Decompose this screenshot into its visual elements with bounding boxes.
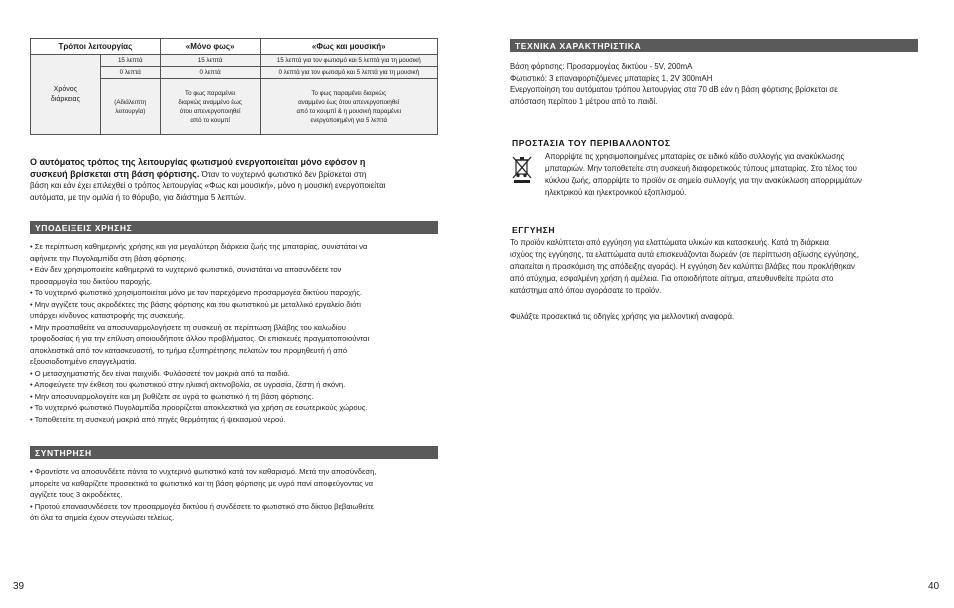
warranty-line: απαιτείται η προσκόμιση της απόδειξης αγοράς). Η εγγύηση δεν καλύπτει βλάβες που προκλήθηκαν <box>510 262 855 271</box>
list-item: • Το νυχτερινό φωτιστικό χρησιμοποιείται μόνο με τον παρεχόμενο προσαρμογέα δικτύου παροχής. <box>30 288 363 297</box>
list-item: • Φροντίστε να αποσυνδέετε πάντα το νυχτερινό φωτιστικό κατά τον καθαρισμό. Μετά την αποσύνδεση, <box>30 467 377 476</box>
warranty-line: κατάστημα από όπου αγοράσατε το προϊόν. <box>510 286 662 295</box>
list-item: • Μην αγγίζετε τους ακροδέκτες της βάσης φόρτισης και του φωτιστικού με μεταλλικό εργαλείο διότι <box>30 299 361 309</box>
list-item: • Σε περίπτωση καθημερινής χρήσης και για μεγαλύτερη διάρκεια ζωής της μπαταρίας, συνιστάται να <box>30 242 368 251</box>
list-item: προσαρμογέα του δικτύου παροχής. <box>30 276 153 286</box>
table-header-light-music: «Φως και μουσική» <box>260 39 437 55</box>
intro-line: αυτόματα, με την ομιλία ή το θόρυβο, για διάστημα 5 λεπτών. <box>30 192 247 202</box>
intro-paragraph <box>30 157 438 203</box>
tech-section-header: ΤΕΧΝΙΚΑ ΧΑΡΑΚΤΗΡΙΣΤΙΚΑ <box>510 39 918 52</box>
tech-specs <box>510 61 920 107</box>
list-item: • Μην αποσυναρμολογείτε και μη βυθίζετε σε υγρά το φωτιστικό ή τη βάση φόρτισης. <box>30 391 314 401</box>
table-cell: 0 λεπτά <box>100 67 160 79</box>
usage-section-header: ΥΠΟΔΕΙΞΕΙΣ ΧΡΗΣΗΣ <box>30 221 438 234</box>
table-cell: 15 λεπτά <box>100 55 160 67</box>
table-header-row <box>31 39 438 55</box>
env-line: ηλεκτρικού και ηλεκτρονικού εξοπλισμού. <box>545 188 687 197</box>
list-item: ότι όλα τα σημεία έχουν στεγνώσει τελείως. <box>30 513 175 522</box>
list-item: • Εάν δεν χρησιμοποιείτε καθημερινά το νυχτερινό φωτιστικό, συνιστάται να αποσυνδέετε τον <box>30 265 342 274</box>
spec-line: Φωτιστικό: 3 επαναφορτιζόμενες μπαταρίες 1, 2V 300mAH <box>510 73 713 83</box>
table-cell: 15 λεπτά <box>160 55 260 67</box>
env-line: κύκλου ζωής, απορρίψτε το προϊόν σε σημείο συλλογής για την ανακύκλωση απορριμμάτων <box>545 176 862 185</box>
list-item: αγγίζετε τους 3 ακροδέκτες. <box>30 490 123 499</box>
right-page <box>510 0 940 608</box>
list-item: εξουσιοδοτημένο επαγγελματία. <box>30 357 137 366</box>
table-cell: Το φως παραμένει διαρκώς αναμμένο έως ότου απενεργοποιηθεί από το κουμπί <box>160 79 260 135</box>
table-cell: Το φως παραμένει διαρκώς αναμμένο έως ότου απενεργοποιηθεί από το κουμπί & η μουσική παραμένει ενεργοποιημένη για 5 λεπτά <box>260 79 437 135</box>
list-item: υπάρχει κίνδυνος καταστροφής της συσκευής. <box>30 311 185 320</box>
list-item: • Προτού επανασυνδέσετε τον προσαρμογέα δικτύου ή συνδέσετε το φωτιστικό στο δίκτυο βεβαιωθείτε <box>30 501 374 511</box>
crossed-out-wheelie-bin-icon <box>512 154 532 184</box>
operating-modes-table <box>30 38 438 135</box>
list-item: αφήνετε την Πυγολαμπίδα στη βάση φόρτισης. <box>30 253 187 263</box>
list-item: • Τοποθετείτε τη συσκευή μακριά από πηγές θερμότητας ή ψεκασμού νερού. <box>30 414 286 424</box>
warranty-line: ισχύος της εγγύησης, τα ελαττώματα αυτά επισκευάζονται δωρεάν (σε περίπτωση αξίωσης εγγύησης, <box>510 250 859 259</box>
environment-text <box>545 151 925 199</box>
care-list <box>30 466 440 524</box>
warranty-line: Το προϊόν καλύπτεται από εγγύηση για ελαττώματα υλικών και κατασκευής. Κατά τη διάρκεια <box>510 238 829 247</box>
warranty-text <box>510 237 920 297</box>
warranty-line: από ατύχημα, εσφαλμένη χρήση ή αμέλεια. Για οποιοδήποτε αίτημα, απευθυνθείτε πρώτα στο <box>510 274 834 283</box>
page-number-left: 39 <box>13 581 25 592</box>
table-header-light-only: «Μόνο φως» <box>160 39 260 55</box>
table-row <box>31 55 438 67</box>
keep-instructions-note: Φυλάξτε προσεκτικά τις οδηγίες χρήσης για μελλοντική αναφορά. <box>510 312 735 321</box>
table-header-modes: Τρόποι λειτουργίας <box>31 39 161 55</box>
list-item: τροφοδοσίας ή για την επίλυση οποιουδήποτε άλλου προβλήματος. Οι επισκευές πραγματοποιούνται <box>30 334 370 343</box>
intro-bold-line: Ο αυτόματος τρόπος της λειτουργίας φωτισμού ενεργοποιείται μόνο εφόσον η <box>30 157 366 167</box>
usage-list <box>30 241 440 425</box>
list-item: μπορείτε να καθαρίζετε προσεκτικά το φωτιστικό και τη βάση φόρτισης με υγρό πανί αποφεύγοντας να <box>30 478 374 488</box>
env-line: Απορρίψτε τις χρησιμοποιημένες μπαταρίες σε ειδικό κάδο συλλογής για ανακύκλωσης <box>545 152 845 161</box>
table-cell: 0 λεπτά <box>160 67 260 79</box>
duration-label: Χρόνος διάρκειας <box>31 55 101 135</box>
spec-line: απόσταση περίπου 1 μέτρου από το παιδί. <box>510 96 658 106</box>
list-item: • Μην προσπαθείτε να αποσυναρμολογήσετε τη συσκευή σε περίπτωση βλάβης του καλωδίου <box>30 322 346 332</box>
page-number-right: 40 <box>928 581 940 592</box>
list-item: • Ο μετασχηματιστής δεν είναι παιχνίδι. Φυλάσσετέ τον μακριά από τα παιδιά. <box>30 368 290 378</box>
intro-bold-line: συσκευή βρίσκεται στη βάση φόρτισης. <box>30 168 200 179</box>
table-cell: 15 λεπτά για τον φωτισμό και 5 λεπτά για τη μουσική <box>260 55 437 67</box>
env-line: μπαταριών. Μην τοποθετείτε στη συσκευή διαφορετικούς τύπους μπαταρίας. Στο τέλος του <box>545 164 857 173</box>
left-page <box>13 0 438 608</box>
care-section-header: ΣΥΝΤΗΡΗΣΗ <box>30 446 438 459</box>
table-cell: (Αδιάλειπτη λειτουργία) <box>100 79 160 135</box>
list-item: αποκλειστικά από τον κατασκευαστή, το τμήμα εξυπηρέτησης πελατών του προμηθευτή ή από <box>30 345 348 355</box>
warranty-section-header: ΕΓΓΥΗΣΗ <box>512 225 556 235</box>
list-item: • Αποφεύγετε την έκθεση του φωτιστικού στην ηλιακή ακτινοβολία, σε υγρασία, ζέστη ή σκόνη. <box>30 380 346 389</box>
list-item: • Το νυχτερινό φωτιστικό Πυγολαμπίδα προορίζεται αποκλειστικά για χρήση σε εσωτερικούς χώρους. <box>30 403 368 412</box>
intro-line: βάση και εάν έχει επιλεχθεί ο τρόπος λειτουργίας «Φως και μουσική», μόνο η μουσική ενεργοποιείται <box>30 181 386 191</box>
intro-line: Όταν το νυχτερινό φωτιστικό δεν βρίσκεται στη <box>199 169 367 179</box>
spec-line: Βάση φόρτισης: Προσαρμογέας δικτύου - 5V, 200mA <box>510 62 693 71</box>
spec-line: Ενεργοποίηση του αυτόματου τρόπου λειτουργίας στα 70 dB εάν η βάση φόρτισης βρίσκεται σε <box>510 85 838 94</box>
environment-section-header: ΠΡΟΣΤΑΣΙΑ ΤΟΥ ΠΕΡΙΒΑΛΛΟΝΤΟΣ <box>512 138 671 148</box>
table-cell: 0 λεπτά για τον φωτισμό και 5 λεπτά για τη μουσική <box>260 67 437 79</box>
